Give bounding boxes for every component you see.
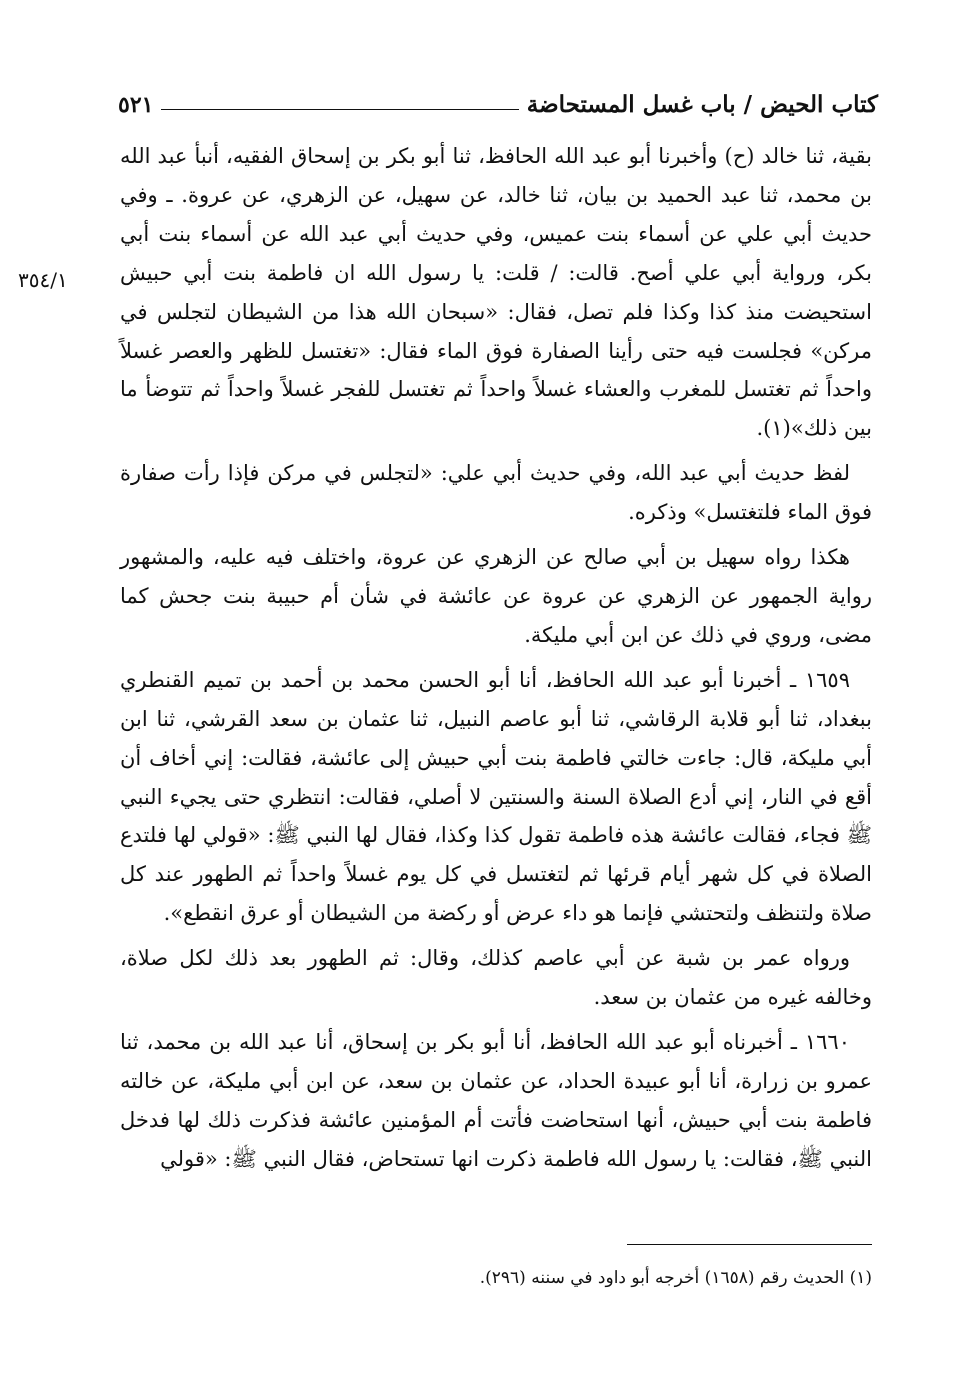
running-title: كتاب الحيض / باب غسل المستحاضة <box>526 91 878 118</box>
paragraph-wording-note: لفظ حديث أبي عبد الله، وفي حديث أبي علي: «لتجلس في مركن فإذا رأت صفارة فوق الماء فلتغتسل» وذكره. <box>120 461 872 525</box>
header-rule <box>161 109 518 110</box>
margin-volume-page-note: ٣٥٤/١ <box>18 268 68 292</box>
paragraph-narration-note: هكذا رواه سهيل بن أبي صالح عن الزهري عن عروة، واختلف فيه عليه، والمشهور رواية الجمهور عن الزهري عن عروة عن عائشة في شأن أم حبيبة بنت جحش كما مضى، وروي في ذلك عن ابن أبي مليكة. <box>120 545 872 647</box>
paragraph-isnad-continuation: بقية، ثنا خالد (ح) وأخبرنا أبو عبد الله الحافظ، ثنا أبو بكر بن إسحاق الفقيه، أنبأ عبد الله بن محمد، ثنا عبد الحميد بن بيان، ثنا خالد، عن سهيل، عن الزهري، عن عروة. ـ وفي حديث أبي علي عن أسماء بنت عميس، وفي حديث أبي عبد الله عن أسماء بنت أبي بكر، ورواية أبي علي أصح. قالت: / قلت: يا رسول الله ان فاطمة بنت أبي حبيش استحيضت منذ كذا وكذا فلم تصل، فقال: «سبحان الله هذا من الشيطان لتجلس في مركن» فجلست فيه حتى رأينا الصفارة فوق الماء فقال: «تغتسل للظهر والعصر غسلاً واحداً ثم تغتسل للمغرب والعشاء غسلاً واحداً ثم تغتسل للفجر غسلاً واحداً ثم تتوضأ ما بين ذلك»(١). <box>120 144 872 441</box>
main-text <box>120 137 872 1179</box>
paragraph-hadith-1659: ١٦٥٩ ـ أخبرنا أبو عبد الله الحافظ، أنا أبو الحسن محمد بن أحمد بن تميم القنطري ببغداد، ثنا أبو قلابة الرقاشي، ثنا أبو عاصم النبيل، ثنا عثمان بن سعد القرشي، ثنا ابن أبي مليكة، قال: جاءت خالتي فاطمة بنت أبي حبيش إلى عائشة، فقالت: إني أخاف أن أقع في النار، إني أدع الصلاة السنة والسنتين لا أصلي، فقالت: انتظري حتى يجيء النبي ﷺ فجاء، فقالت عائشة هذه فاطمة تقول كذا وكذا، فقال لها النبي ﷺ: «قولي لها فلتدع الصلاة في كل شهر أيام قرئها ثم لتغتسل في كل يوم غسلاً واحداً ثم الطهور عند كل صلاة ولتنظف ولتحتشي فإنما هو داء عرض أو ركضة من الشيطان أو عرق انقطع». <box>120 667 872 926</box>
page-number: ٥٢١ <box>118 92 154 118</box>
footnote: (١) الحديث رقم (١٦٥٨) أخرجه أبو داود في سننه (٢٩٦). <box>479 1268 872 1288</box>
paragraph-hadith-1660: ١٦٦٠ ـ أخبرناه أبو عبد الله الحافظ، أنا أبو بكر بن إسحاق، أنا عبد الله بن محمد، ثنا عمرو بن زرارة، أنا أبو عبيدة الحداد، عن عثمان بن سعد، عن ابن أبي مليكة، عن خالته فاطمة بنت أبي حبيش، أنها استحاضت فأتت أم المؤمنين عائشة فذكرت ذلك لها فدخل النبي ﷺ، فقالت: يا رسول الله فاطمة ذكرت انها تستحاض، فقال النبي ﷺ: «قولي <box>120 1029 872 1171</box>
running-header <box>118 72 878 116</box>
footnote-separator <box>627 1244 872 1245</box>
paragraph-umar-narration: ورواه عمر بن شبة عن أبي عاصم كذلك، وقال: ثم الطهور بعد ذلك لكل صلاة، وخالفه غيره من عثمان بن سعد. <box>120 946 872 1010</box>
